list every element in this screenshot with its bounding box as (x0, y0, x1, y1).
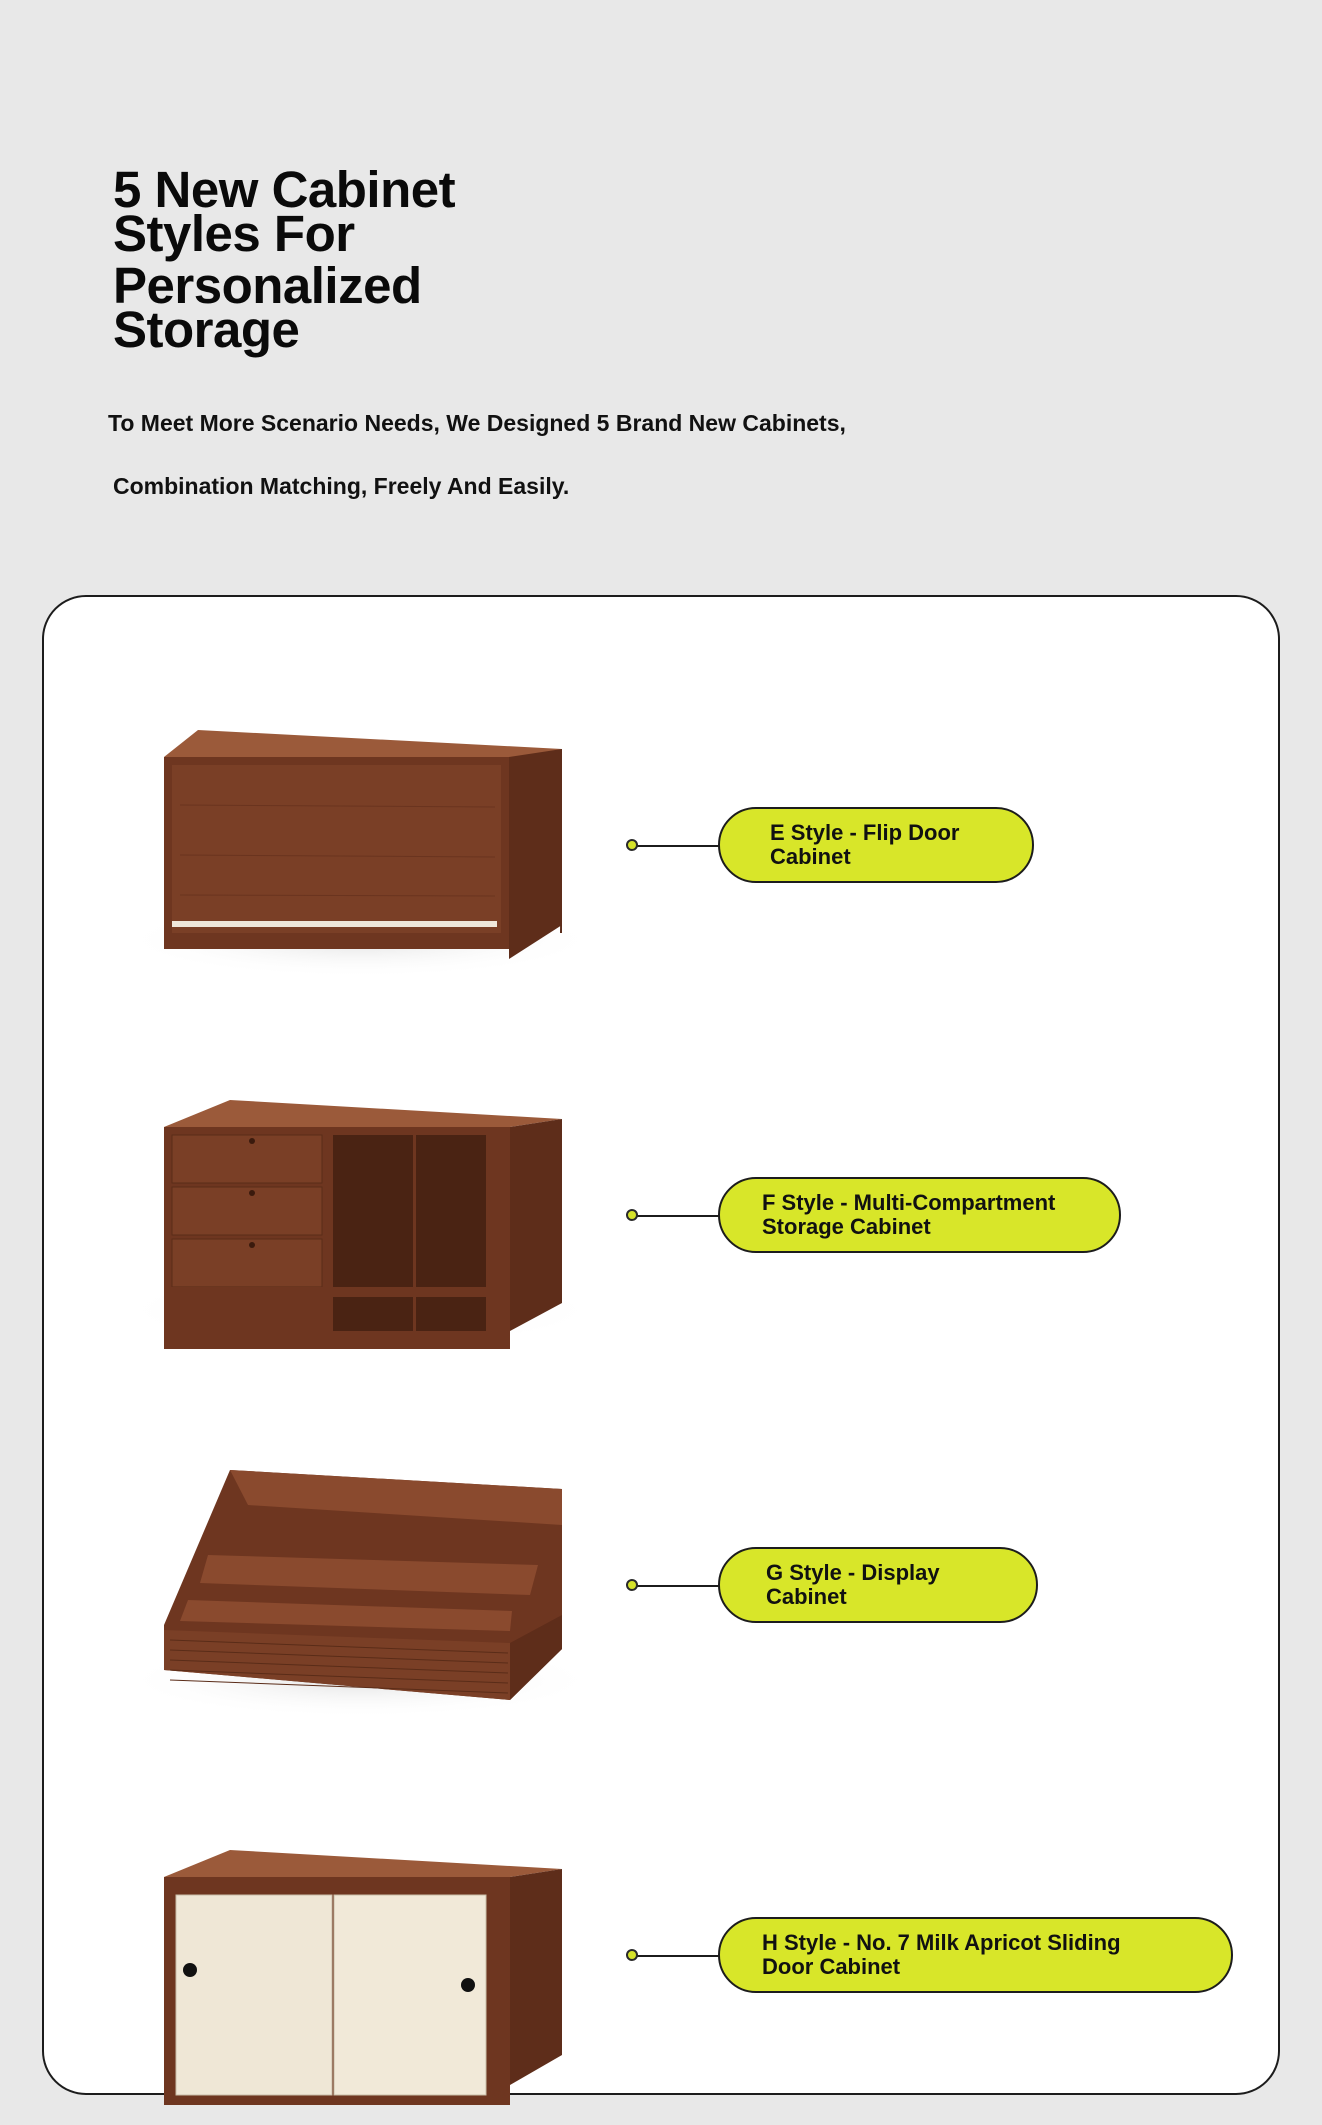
cabinet-label: E Style - Flip Door Cabinet (770, 820, 960, 869)
cabinet-label-line: F Style - Multi-Compartment (762, 1190, 1056, 1215)
connector-line (627, 1585, 722, 1587)
sliding-door-cabinet-image (80, 1825, 600, 2105)
page-title (113, 161, 533, 358)
cabinet-label-pill (718, 1917, 1233, 1993)
cabinet-item-f (0, 1085, 1322, 1385)
connector-line (627, 1955, 722, 1957)
connector-line (627, 845, 722, 847)
cabinet-label-pill (718, 807, 1034, 883)
cabinet-label-line: Storage Cabinet (762, 1214, 931, 1239)
connector-dot (626, 839, 638, 851)
connector-line (627, 1215, 722, 1217)
cabinet-label-pill (718, 1547, 1038, 1623)
page-subtitle (108, 410, 988, 500)
subtitle-line: To Meet More Scenario Needs, We Designed 5 Brand New Cabinets, (108, 410, 846, 436)
cabinet-item-e (0, 715, 1322, 1015)
cabinet-item-h (0, 1825, 1322, 2125)
title-line: Personalized (113, 257, 422, 314)
cabinet-item-g (0, 1455, 1322, 1755)
cabinet-label: G Style - Display Cabinet (766, 1560, 940, 1609)
title-line: 5 New Cabinet (113, 161, 456, 218)
flip-door-cabinet-image (80, 715, 600, 995)
title-line: Storage (113, 301, 300, 358)
cabinet-label-line: Door Cabinet (762, 1954, 901, 1979)
cabinet-label-line: H Style - No. 7 Milk Apricot Sliding (762, 1930, 1121, 1955)
cabinet-label-pill (718, 1177, 1121, 1253)
subtitle-line: Combination Matching, Freely And Easily. (113, 473, 570, 499)
display-cabinet-image (80, 1455, 600, 1735)
connector-dot (626, 1949, 638, 1961)
multi-compartment-cabinet-image (80, 1085, 600, 1365)
title-line: Styles For (113, 205, 355, 262)
connector-dot (626, 1579, 638, 1591)
connector-dot (626, 1209, 638, 1221)
